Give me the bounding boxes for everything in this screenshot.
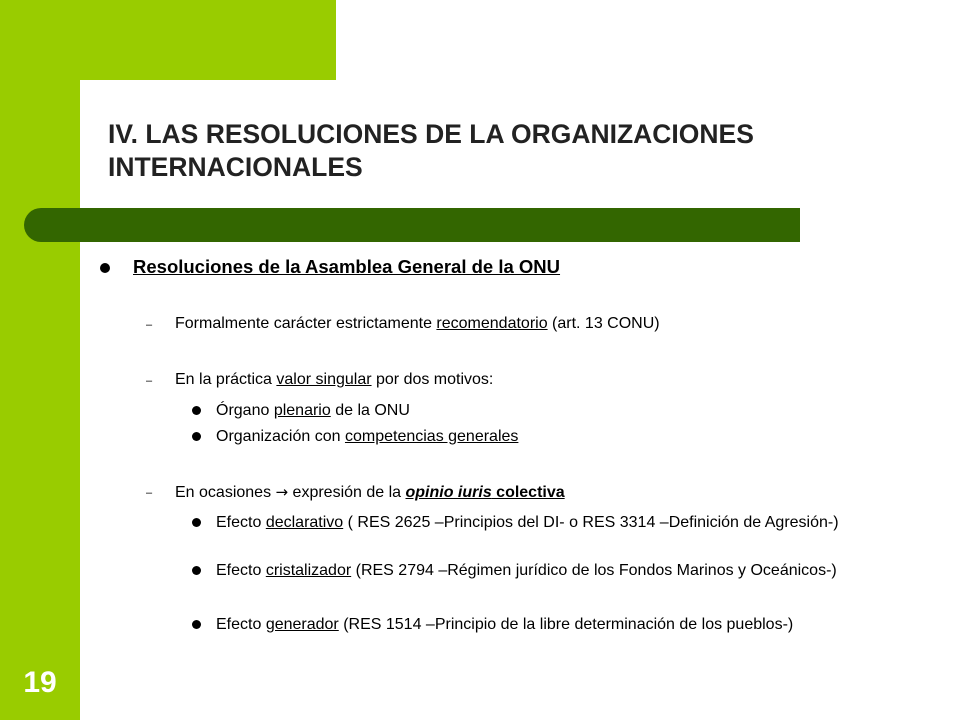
title-underline-bar bbox=[24, 208, 800, 242]
underlined-term: generador bbox=[265, 616, 339, 633]
bullet-icon bbox=[192, 432, 201, 441]
main-heading: Resoluciones de la Asamblea General de la ONU bbox=[133, 256, 561, 277]
list-item: Órgano plenario de la ONU bbox=[192, 400, 928, 421]
list-item: Efecto generador (RES 1514 –Principio de la libre determinación de los pueblos-) bbox=[192, 614, 928, 635]
underlined-term: cristalizador bbox=[265, 562, 352, 579]
top-accent-band bbox=[80, 0, 336, 80]
underlined-term: opinio iuris colectiva bbox=[405, 484, 565, 501]
dash-icon: – bbox=[146, 319, 153, 331]
bullet-icon bbox=[192, 566, 201, 575]
bullet-icon bbox=[100, 263, 110, 273]
arrow-right-icon: → bbox=[275, 483, 289, 501]
list-item: Organización con competencias generales bbox=[192, 426, 928, 447]
underlined-term: plenario bbox=[273, 402, 331, 419]
list-item: Efecto cristalizador (RES 2794 –Régimen jurídico de los Fondos Marinos y Oceánicos-) bbox=[192, 560, 928, 581]
dash-icon: – bbox=[146, 487, 153, 499]
left-accent-band bbox=[0, 0, 80, 720]
bullet-icon bbox=[192, 518, 201, 527]
slide-title: IV. LAS RESOLUCIONES DE LA ORGANIZACIONES INTERNACIONALES bbox=[108, 119, 754, 182]
list-item: Efecto declarativo ( RES 2625 –Principios del DI- o RES 3314 –Definición de Agresión-) bbox=[192, 512, 928, 533]
underlined-term: recomendatorio bbox=[436, 315, 548, 332]
dash-icon: – bbox=[146, 375, 153, 387]
page-number: 19 bbox=[23, 666, 57, 699]
underlined-term: valor singular bbox=[276, 371, 372, 388]
underlined-term: declarativo bbox=[265, 514, 344, 531]
bullet-icon bbox=[192, 406, 201, 415]
bullet-icon bbox=[192, 620, 201, 629]
underlined-term: competencias generales bbox=[344, 428, 519, 445]
